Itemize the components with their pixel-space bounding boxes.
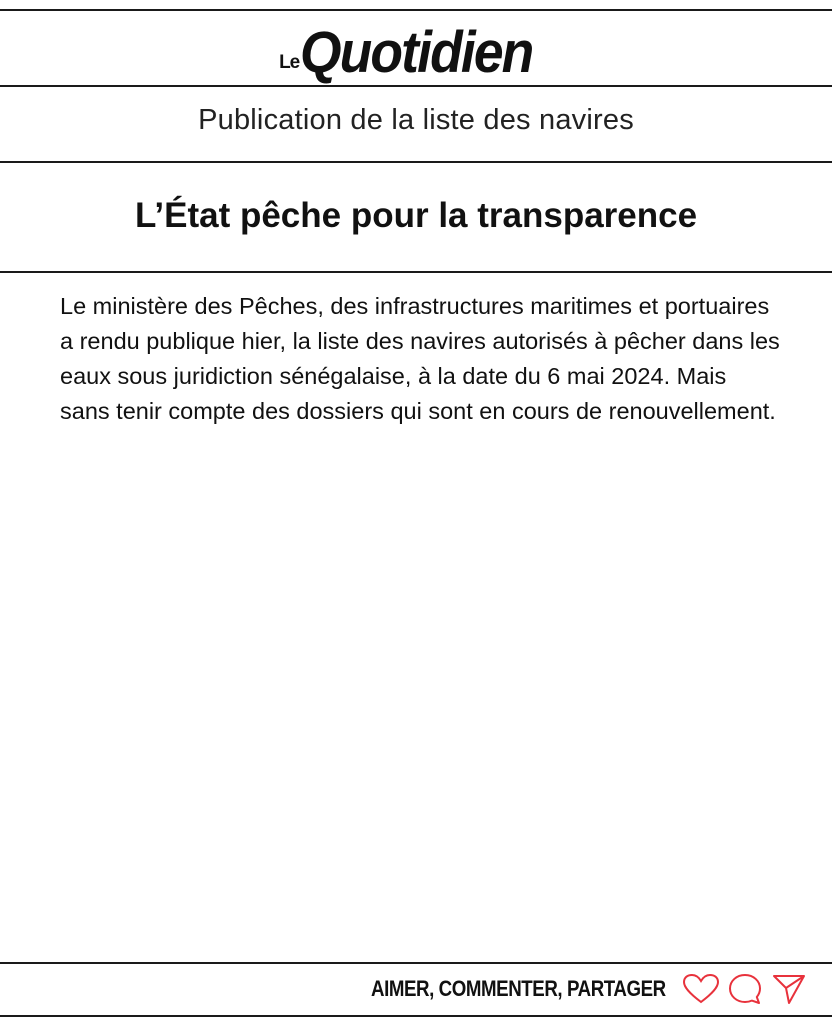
top-divider [0, 9, 832, 11]
masthead-divider [0, 85, 832, 87]
article-headline: L’État pêche pour la transparence [134, 196, 698, 235]
heart-icon[interactable] [682, 972, 720, 1006]
footer-top-divider [0, 962, 832, 964]
logo-name: Quotidien [300, 20, 533, 85]
share-icon[interactable] [770, 972, 808, 1006]
social-footer [319, 968, 808, 1010]
comment-icon[interactable] [726, 972, 764, 1006]
headline-divider [0, 271, 832, 273]
bottom-divider [0, 1015, 832, 1017]
social-cta-label: AIMER, COMMENTER, PARTAGER [371, 976, 666, 1001]
kicker-divider [0, 161, 832, 163]
article-body: Le ministère des Pêches, des infrastructures maritimes et portuaires a rendu publique hier, la liste des navires autorisés à pêcher dans les eaux sous juridiction sénégalaise, à la date du 6 mai 2024. Mais sans tenir compte des dossiers qui sont en cours de renouvellement. [60, 293, 780, 424]
masthead-logo [0, 14, 832, 84]
logo-prefix: Le [279, 52, 300, 73]
article-kicker: Publication de la liste des navires [198, 104, 634, 136]
